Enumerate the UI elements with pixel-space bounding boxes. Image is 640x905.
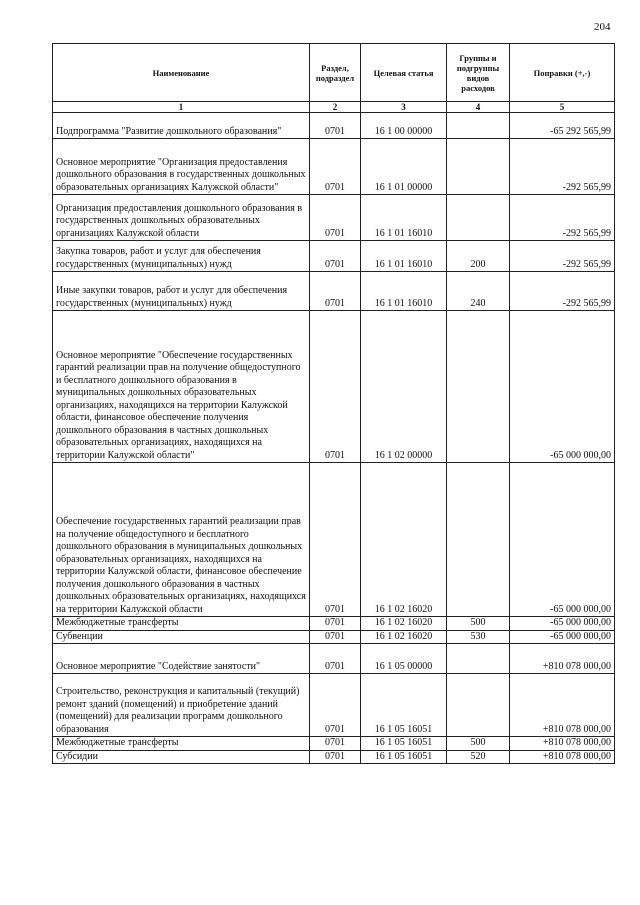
header-group: Группы и подгруппы видов расходов (447, 44, 510, 102)
row-group (447, 195, 510, 241)
header-section: Раздел, подраздел (310, 44, 361, 102)
header-target: Целевая статья (361, 44, 447, 102)
row-group: 500 (447, 737, 510, 751)
table-row (53, 630, 615, 644)
header-amendment: Поправки (+,-) (510, 44, 615, 102)
row-target: 16 1 05 16051 (361, 737, 447, 751)
row-group (447, 674, 510, 737)
row-name: Иные закупки товаров, работ и услуг для обеспечения государственных (муниципальных) нужд (53, 272, 310, 311)
row-target: 16 1 02 16020 (361, 463, 447, 617)
table-row (53, 195, 615, 241)
row-section: 0701 (310, 139, 361, 195)
page-number: 204 (594, 21, 611, 33)
row-name: Основное мероприятие "Организация предоставления дошкольного образования в государственных дошкольных образовательных организациях Калужской области" (53, 139, 310, 195)
row-target: 16 1 05 16051 (361, 750, 447, 764)
row-target: 16 1 01 16010 (361, 195, 447, 241)
row-group (447, 644, 510, 674)
column-number: 4 (447, 102, 510, 113)
row-name: Организация предоставления дошкольного образования в государственных дошкольных образовательных организациях Калужской области (53, 195, 310, 241)
table-row (53, 674, 615, 737)
row-group: 530 (447, 630, 510, 644)
table-row (53, 139, 615, 195)
table-row (53, 241, 615, 272)
row-amount: -292 565,99 (510, 195, 615, 241)
row-name: Обеспечение государственных гарантий реализации прав на получение общедоступного и бесплатного дошкольного образования в муниципальных дошкольных образовательных организациях, находящихся на территории Калужской области, финансовое обеспечение получения дошкольного образования в частных дошкольных образовательных организациях, находящихся на территории Калужской области (53, 463, 310, 617)
row-section: 0701 (310, 750, 361, 764)
row-name: Основное мероприятие "Содействие занятости" (53, 644, 310, 674)
row-section: 0701 (310, 737, 361, 751)
row-target: 16 1 01 16010 (361, 241, 447, 272)
column-number-row (53, 102, 615, 113)
row-name: Субсидии (53, 750, 310, 764)
row-group: 240 (447, 272, 510, 311)
row-section: 0701 (310, 272, 361, 311)
row-amount: -65 000 000,00 (510, 617, 615, 631)
row-name: Закупка товаров, работ и услуг для обеспечения государственных (муниципальных) нужд (53, 241, 310, 272)
row-group (447, 311, 510, 463)
row-amount: -292 565,99 (510, 272, 615, 311)
row-amount: +810 078 000,00 (510, 737, 615, 751)
column-number: 2 (310, 102, 361, 113)
table-row (53, 750, 615, 764)
row-target: 16 1 02 00000 (361, 311, 447, 463)
row-group: 500 (447, 617, 510, 631)
table-row (53, 644, 615, 674)
row-name: Основное мероприятие "Обеспечение государственных гарантий реализации прав на получение общедоступного и бесплатного дошкольного образования в муниципальных дошкольных образовательных организациях, находящихся на территории Калужской области, финансовое обеспечение получения дошкольного образования в частных дошкольных образовательных организациях, находящихся на территории Калужской области" (53, 311, 310, 463)
row-section: 0701 (310, 630, 361, 644)
row-target: 16 1 00 00000 (361, 113, 447, 139)
row-target: 16 1 05 16051 (361, 674, 447, 737)
header-name: Наименование (53, 44, 310, 102)
budget-amendments-table (52, 43, 615, 764)
row-amount: +810 078 000,00 (510, 750, 615, 764)
row-name: Межбюджетные трансферты (53, 617, 310, 631)
row-name: Субвенции (53, 630, 310, 644)
row-amount: -65 000 000,00 (510, 463, 615, 617)
row-target: 16 1 01 00000 (361, 139, 447, 195)
row-amount: -292 565,99 (510, 241, 615, 272)
row-section: 0701 (310, 644, 361, 674)
column-number: 5 (510, 102, 615, 113)
row-group: 520 (447, 750, 510, 764)
row-section: 0701 (310, 195, 361, 241)
table-row (53, 272, 615, 311)
row-amount: -65 000 000,00 (510, 311, 615, 463)
row-name: Подпрограмма "Развитие дошкольного образования" (53, 113, 310, 139)
row-amount: -292 565,99 (510, 139, 615, 195)
row-name: Межбюджетные трансферты (53, 737, 310, 751)
table-row (53, 311, 615, 463)
row-section: 0701 (310, 617, 361, 631)
table-row (53, 113, 615, 139)
table-row (53, 617, 615, 631)
row-group: 200 (447, 241, 510, 272)
row-section: 0701 (310, 463, 361, 617)
row-target: 16 1 01 16010 (361, 272, 447, 311)
table-row (53, 737, 615, 751)
row-group (447, 139, 510, 195)
row-section: 0701 (310, 311, 361, 463)
header-row (53, 44, 615, 102)
row-target: 16 1 02 16020 (361, 617, 447, 631)
row-section: 0701 (310, 241, 361, 272)
row-amount: +810 078 000,00 (510, 674, 615, 737)
row-group (447, 113, 510, 139)
row-group (447, 463, 510, 617)
column-number: 1 (53, 102, 310, 113)
row-amount: -65 292 565,99 (510, 113, 615, 139)
row-target: 16 1 05 00000 (361, 644, 447, 674)
row-name: Строительство, реконструкция и капитальный (текущий) ремонт зданий (помещений) и приобретение зданий (помещений) для реализации программ дошкольного образования (53, 674, 310, 737)
row-section: 0701 (310, 674, 361, 737)
row-amount: -65 000 000,00 (510, 630, 615, 644)
table-row (53, 463, 615, 617)
row-target: 16 1 02 16020 (361, 630, 447, 644)
row-amount: +810 078 000,00 (510, 644, 615, 674)
column-number: 3 (361, 102, 447, 113)
row-section: 0701 (310, 113, 361, 139)
